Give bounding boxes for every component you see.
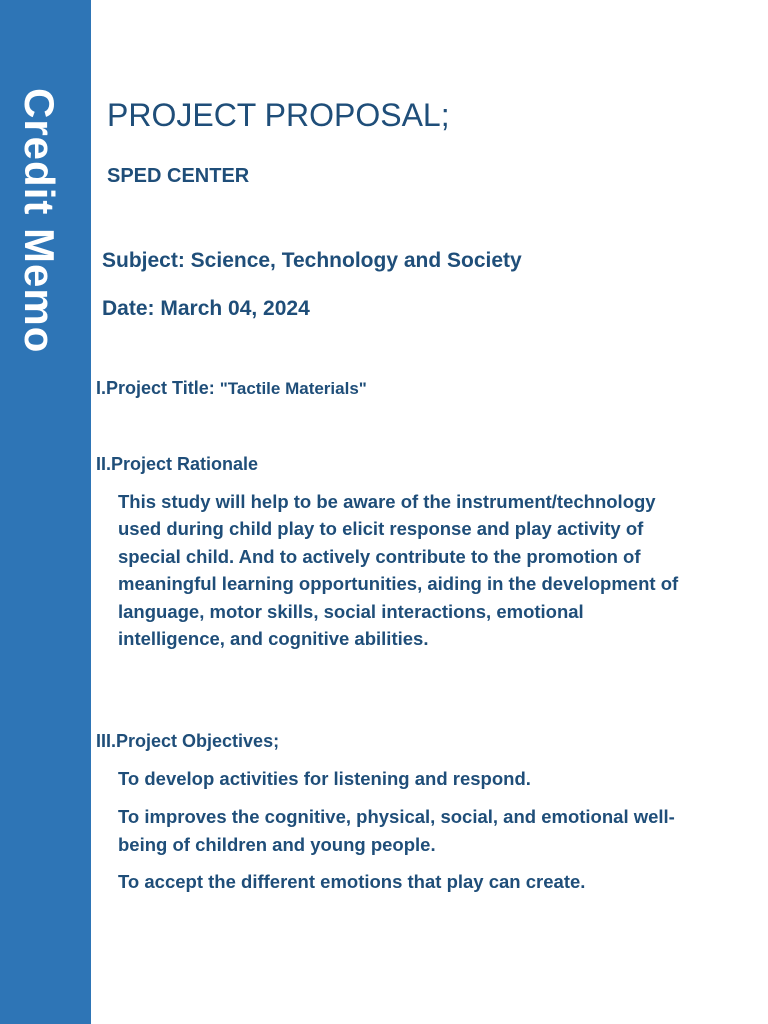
project-title-value: "Tactile Materials" xyxy=(219,379,367,398)
project-title-label: I.Project Title: xyxy=(96,378,220,398)
sidebar-band xyxy=(0,0,91,1024)
objective-item: To accept the different emotions that play can create. xyxy=(118,871,586,892)
project-title-heading xyxy=(96,378,367,399)
rationale-heading: II.Project Rationale xyxy=(96,454,259,474)
objective-item: To develop activities for listening and respond. xyxy=(118,768,531,789)
objectives-heading: III.Project Objectives; xyxy=(96,731,280,751)
page-title: PROJECT PROPOSAL; xyxy=(107,97,450,133)
rationale-body: This study will help to be aware of the instrument/technology used during child play to elicit response and play activity of special child. And to actively contribute to the promotion of meaningful learning opportunities, aiding in the development of language, motor skills, social interactions, emotional intelligence, and cognitive abilities. xyxy=(118,491,679,650)
objective-item: To improves the cognitive, physical, social, and emotional well-being of children and young people. xyxy=(118,806,675,855)
organization-name: SPED CENTER xyxy=(107,165,250,187)
date-line: Date: March 04, 2024 xyxy=(102,297,310,320)
sidebar-label: Credit Memo xyxy=(16,88,63,354)
subject-line: Subject: Science, Technology and Society xyxy=(102,249,522,272)
